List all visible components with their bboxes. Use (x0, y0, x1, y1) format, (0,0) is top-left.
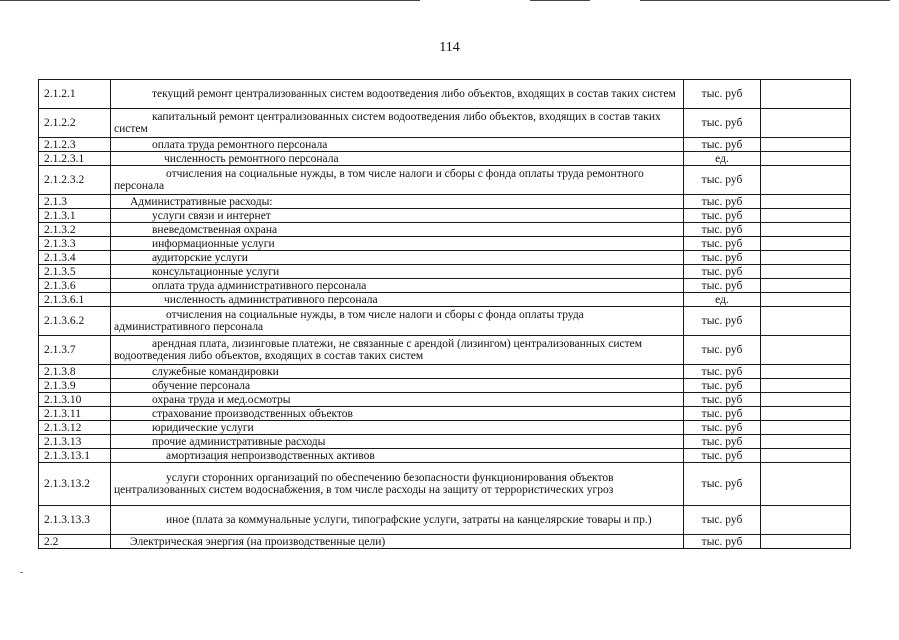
row-unit: тыс. руб (684, 138, 761, 152)
row-value (761, 421, 851, 435)
row-value (761, 463, 851, 506)
row-unit: ед. (684, 293, 761, 307)
row-value (761, 195, 851, 209)
row-code: 2.1.3.11 (39, 407, 111, 421)
row-code: 2.1.3.3 (39, 237, 111, 251)
table-row (39, 195, 851, 209)
row-value (761, 535, 851, 549)
row-value (761, 279, 851, 293)
table-row (39, 209, 851, 223)
row-code: 2.2 (39, 535, 111, 549)
row-value (761, 152, 851, 166)
row-value (761, 293, 851, 307)
row-unit: тыс. руб (684, 463, 761, 506)
row-unit: тыс. руб (684, 435, 761, 449)
expense-table (38, 79, 851, 549)
row-code: 2.1.3.6.1 (39, 293, 111, 307)
table-row (39, 421, 851, 435)
margin-mark (20, 572, 23, 573)
row-code: 2.1.3.8 (39, 365, 111, 379)
table-row (39, 223, 851, 237)
row-value (761, 80, 851, 109)
row-code: 2.1.3.13 (39, 435, 111, 449)
table-row (39, 80, 851, 109)
table-row (39, 152, 851, 166)
table-row (39, 109, 851, 138)
row-code: 2.1.3.7 (39, 336, 111, 365)
row-description: Электрическая энергия (на производственные цели) (111, 535, 684, 549)
row-description: вневедомственная охрана (111, 223, 684, 237)
table-row (39, 293, 851, 307)
table-row (39, 279, 851, 293)
row-code: 2.1.2.3.1 (39, 152, 111, 166)
table-row (39, 463, 851, 506)
row-code: 2.1.3.9 (39, 379, 111, 393)
row-code: 2.1.3.6.2 (39, 307, 111, 336)
row-unit: тыс. руб (684, 251, 761, 265)
row-description: отчисления на социальные нужды, в том числе налоги и сборы с фонда оплаты труда административного персонала (111, 307, 684, 336)
top-rule-mid (530, 0, 590, 1)
row-unit: тыс. руб (684, 393, 761, 407)
row-unit: тыс. руб (684, 109, 761, 138)
table-row (39, 336, 851, 365)
row-description: численность административного персонала (111, 293, 684, 307)
table-row (39, 237, 851, 251)
table-row (39, 307, 851, 336)
row-unit: тыс. руб (684, 195, 761, 209)
row-value (761, 365, 851, 379)
row-value (761, 435, 851, 449)
table-row (39, 449, 851, 463)
row-unit: тыс. руб (684, 421, 761, 435)
row-value (761, 307, 851, 336)
row-code: 2.1.3.12 (39, 421, 111, 435)
row-description: амортизация непроизводственных активов (111, 449, 684, 463)
row-description: обучение персонала (111, 379, 684, 393)
row-description: иное (плата за коммунальные услуги, типографские услуги, затраты на канцелярские товары и пр.) (111, 506, 684, 535)
row-code: 2.1.3.6 (39, 279, 111, 293)
row-description: юридические услуги (111, 421, 684, 435)
row-code: 2.1.3 (39, 195, 111, 209)
row-value (761, 379, 851, 393)
row-unit: тыс. руб (684, 407, 761, 421)
row-description: капитальный ремонт централизованных систем водоотведения либо объектов, входящих в состав таких систем (111, 109, 684, 138)
page-number: 114 (439, 40, 460, 55)
row-code: 2.1.3.2 (39, 223, 111, 237)
table-row (39, 251, 851, 265)
row-description: страхование производственных объектов (111, 407, 684, 421)
row-code: 2.1.2.3.2 (39, 166, 111, 195)
row-unit: ед. (684, 152, 761, 166)
table-row (39, 393, 851, 407)
table-row (39, 407, 851, 421)
table-row (39, 365, 851, 379)
row-unit: тыс. руб (684, 166, 761, 195)
row-description: прочие административные расходы (111, 435, 684, 449)
row-description: текущий ремонт централизованных систем водоотведения либо объектов, входящих в состав таких систем (111, 80, 684, 109)
row-code: 2.1.2.2 (39, 109, 111, 138)
row-unit: тыс. руб (684, 449, 761, 463)
row-description: арендная плата, лизинговые платежи, не связанные с арендой (лизингом) централизованных систем водоотведения либо объектов, входящих в состав таких систем (111, 336, 684, 365)
row-value (761, 138, 851, 152)
row-description: служебные командировки (111, 365, 684, 379)
row-unit: тыс. руб (684, 237, 761, 251)
row-value (761, 336, 851, 365)
row-value (761, 265, 851, 279)
row-description: Административные расходы: (111, 195, 684, 209)
row-code: 2.1.3.5 (39, 265, 111, 279)
row-unit: тыс. руб (684, 265, 761, 279)
row-unit: тыс. руб (684, 80, 761, 109)
table-row (39, 379, 851, 393)
row-value (761, 209, 851, 223)
row-code: 2.1.3.1 (39, 209, 111, 223)
table-row (39, 535, 851, 549)
row-description: информационные услуги (111, 237, 684, 251)
row-value (761, 506, 851, 535)
table-row (39, 265, 851, 279)
row-value (761, 393, 851, 407)
row-unit: тыс. руб (684, 307, 761, 336)
row-code: 2.1.3.4 (39, 251, 111, 265)
row-unit: тыс. руб (684, 535, 761, 549)
row-code: 2.1.3.13.3 (39, 506, 111, 535)
row-code: 2.1.2.3 (39, 138, 111, 152)
row-value (761, 237, 851, 251)
row-unit: тыс. руб (684, 365, 761, 379)
top-rule-left (0, 0, 420, 1)
row-unit: тыс. руб (684, 379, 761, 393)
row-value (761, 109, 851, 138)
row-code: 2.1.2.1 (39, 80, 111, 109)
row-description: охрана труда и мед.осмотры (111, 393, 684, 407)
row-description: отчисления на социальные нужды, в том числе налоги и сборы с фонда оплаты труда ремонтного персонала (111, 166, 684, 195)
row-description: аудиторские услуги (111, 251, 684, 265)
row-value (761, 449, 851, 463)
table-row (39, 166, 851, 195)
row-description: услуги связи и интернет (111, 209, 684, 223)
row-value (761, 251, 851, 265)
row-unit: тыс. руб (684, 506, 761, 535)
table-row (39, 138, 851, 152)
row-value (761, 407, 851, 421)
row-description: оплата труда административного персонала (111, 279, 684, 293)
row-code: 2.1.3.13.1 (39, 449, 111, 463)
row-code: 2.1.3.13.2 (39, 463, 111, 506)
row-description: численность ремонтного персонала (111, 152, 684, 166)
row-unit: тыс. руб (684, 209, 761, 223)
row-description: оплата труда ремонтного персонала (111, 138, 684, 152)
row-value (761, 223, 851, 237)
row-code: 2.1.3.10 (39, 393, 111, 407)
row-unit: тыс. руб (684, 223, 761, 237)
row-unit: тыс. руб (684, 336, 761, 365)
table-row (39, 435, 851, 449)
table-row (39, 506, 851, 535)
row-description: консультационные услуги (111, 265, 684, 279)
top-rule-right (640, 0, 890, 1)
row-unit: тыс. руб (684, 279, 761, 293)
row-description: услуги сторонних организаций по обеспечению безопасности функционирования объектов централизованных систем водоснабжения, в том числе расходы на защиту от террористических угроз (111, 463, 684, 506)
expense-table-body (39, 80, 851, 549)
row-value (761, 166, 851, 195)
